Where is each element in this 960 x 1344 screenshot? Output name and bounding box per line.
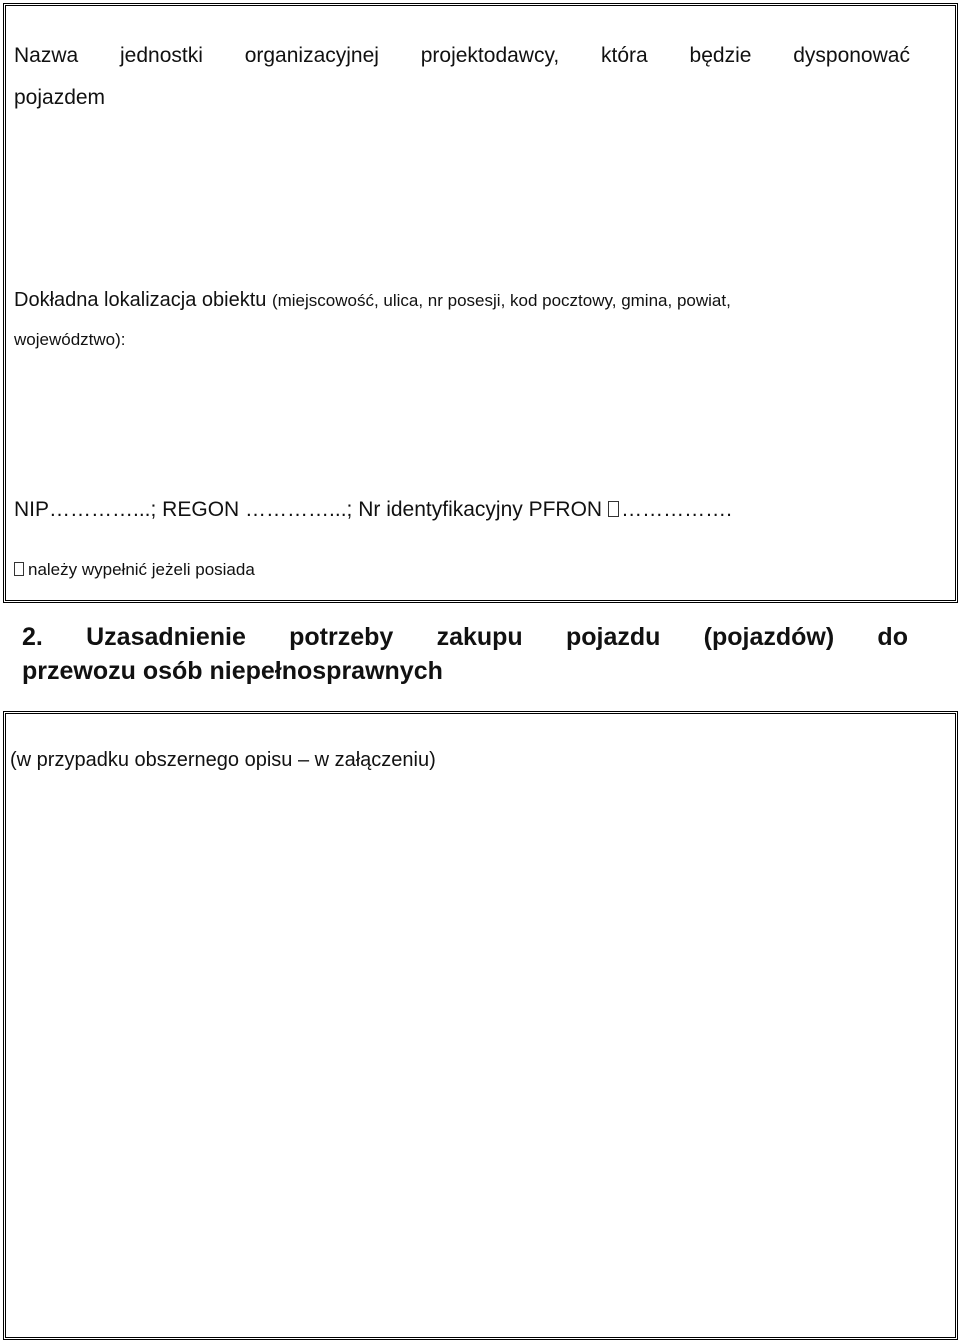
section-2-heading-end: przewozu osób niepełnosprawnych — [22, 657, 443, 685]
footnote — [14, 560, 255, 580]
pfron-dots: ……………. — [621, 498, 732, 521]
footnote-marker-icon — [608, 501, 619, 517]
location-hint-end: województwo): — [14, 330, 126, 349]
justification-hint: (w przypadku obszernego opisu – w załączeniu) — [10, 749, 436, 771]
location-label — [14, 289, 731, 312]
heading-word: pojazdu — [565, 623, 661, 651]
label-word: jednostki — [120, 44, 203, 67]
heading-word: (pojazdów) — [703, 623, 835, 651]
label-word: Nazwa — [14, 44, 79, 67]
heading-word: zakupu — [436, 623, 523, 651]
nip-label: NIP…………... — [14, 498, 151, 521]
pfron-label: ; Nr identyfikacyjny PFRON — [346, 498, 603, 521]
label-word: dysponować — [793, 44, 910, 67]
justification-box[interactable] — [3, 711, 958, 1340]
label-word: która — [601, 44, 648, 67]
heading-word: 2. — [22, 623, 43, 651]
organization-name-label-end: pojazdem — [14, 86, 106, 109]
organization-name-label — [14, 44, 910, 68]
footnote-marker-icon — [14, 562, 24, 576]
location-label-main: Dokładna lokalizacja obiektu — [14, 289, 267, 311]
identifiers-line — [14, 498, 732, 522]
label-word: organizacyjnej — [244, 44, 379, 67]
heading-word: do — [877, 623, 908, 651]
heading-word: potrzeby — [289, 623, 394, 651]
heading-word: Uzasadnienie — [86, 623, 246, 651]
location-hint: (miejscowość, ulica, nr posesji, kod pocztowy, gmina, powiat, — [271, 291, 731, 310]
footnote-text: należy wypełnić jeżeli posiada — [28, 560, 255, 579]
label-word: będzie — [689, 44, 752, 67]
label-word: projektodawcy, — [420, 44, 560, 67]
regon-label: ; REGON …………... — [150, 498, 347, 521]
section-2-heading — [22, 623, 908, 652]
